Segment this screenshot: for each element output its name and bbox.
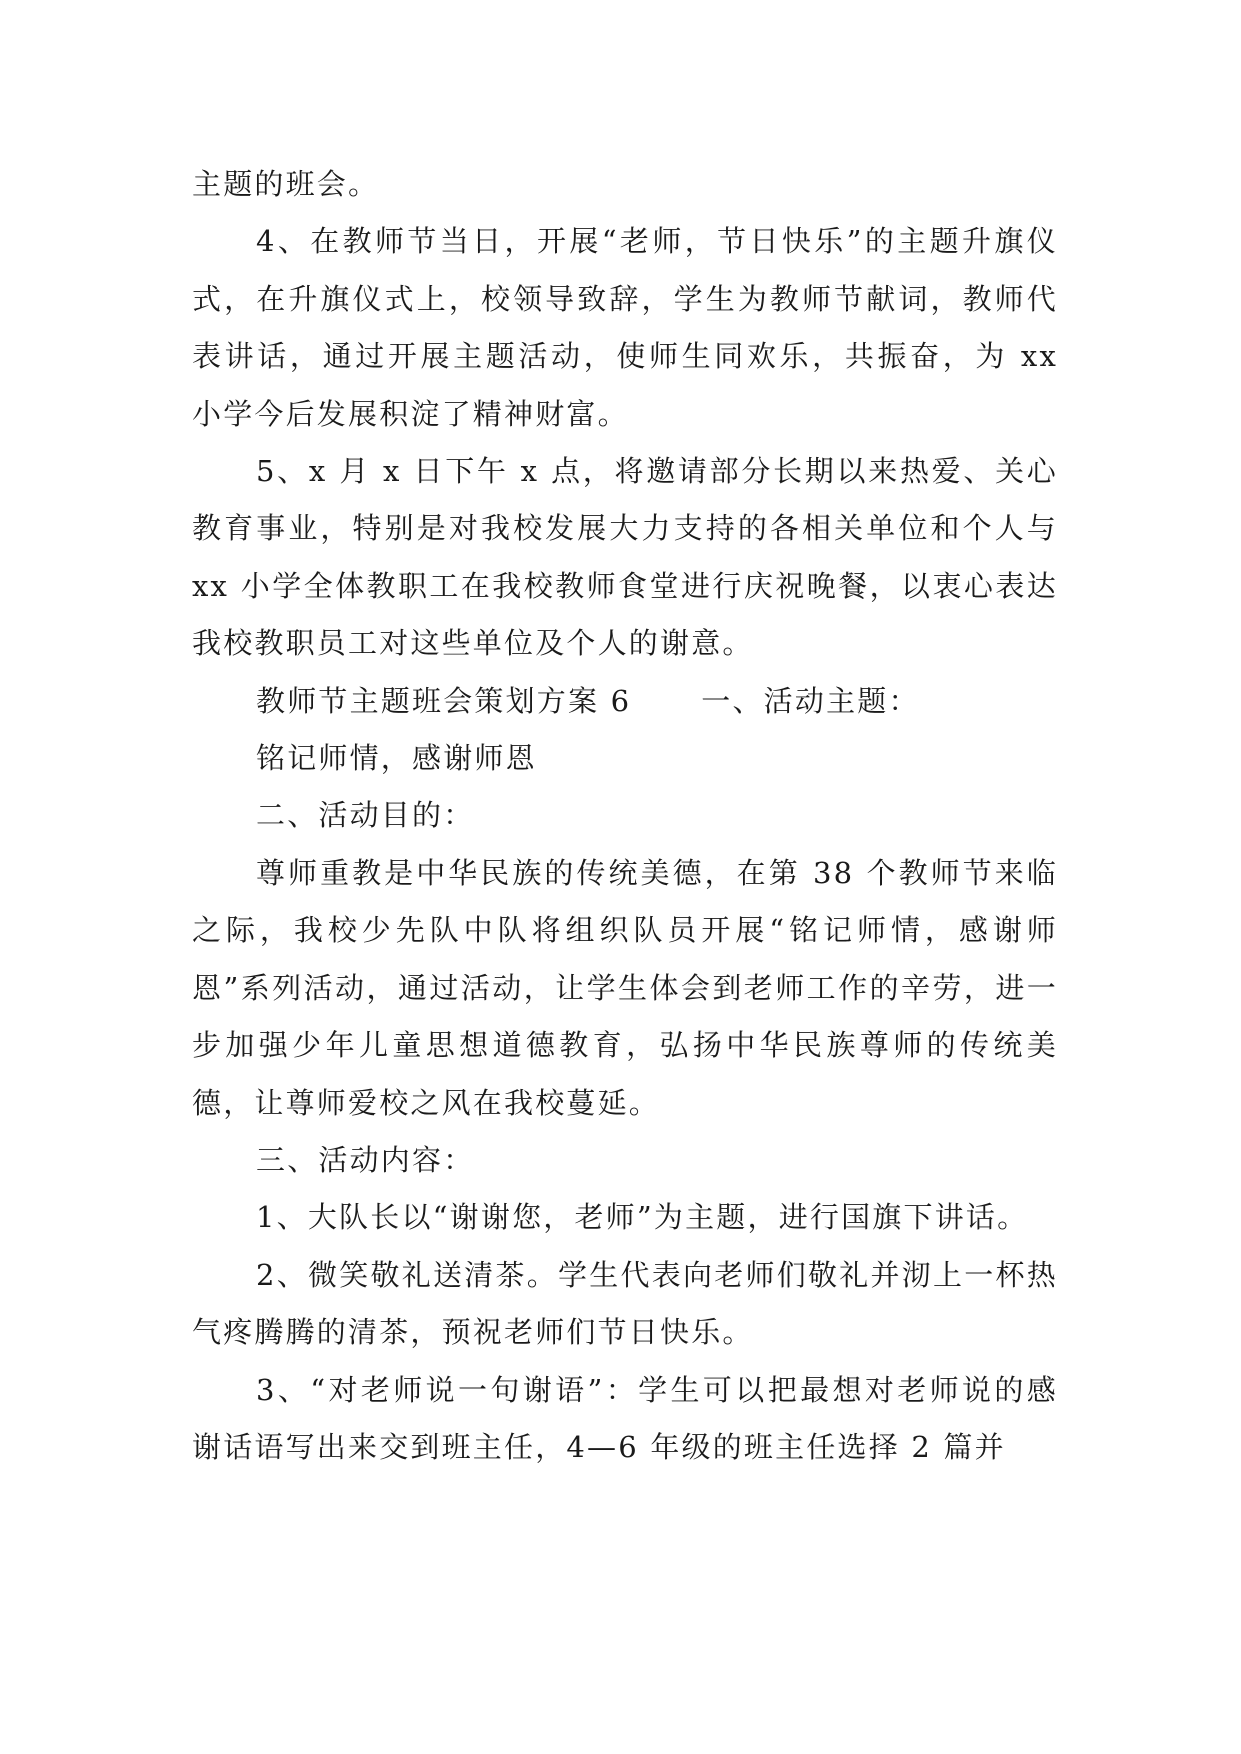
section-title-line <box>192 673 1058 730</box>
heading-activity-theme: 一、活动主题： <box>701 683 920 718</box>
plan-title: 教师节主题班会策划方案 6 <box>256 683 632 718</box>
paragraph-item-5-dinner: 5、x 月 x 日下午 x 点，将邀请部分长期以来热爱、关心教育事业，特别是对我校发展大力支持的各相关单位和个人与 xx 小学全体教职工在我校教师食堂进行庆祝晚餐，以衷心表达我校教职员工对这些单位及个人的谢意。 <box>192 454 1058 661</box>
paragraph-item-4-flag-ceremony: 4、在教师节当日，开展“老师，节日快乐”的主题升旗仪式，在升旗仪式上，校领导致辞，学生为教师节献词，教师代表讲话，通过开展主题活动，使师生同欢乐，共振奋，为 xx 小学今后发展积淀了精神财富。 <box>192 224 1058 431</box>
paragraph-content-item-1: 1、大队长以“谢谢您，老师”为主题，进行国旗下讲话。 <box>256 1200 1029 1235</box>
heading-activity-purpose: 二、活动目的： <box>256 798 475 833</box>
document-body <box>192 156 1058 1476</box>
heading-activity-content: 三、活动内容： <box>256 1142 475 1177</box>
activity-theme-text: 铭记师情，感谢师恩 <box>256 741 537 776</box>
paragraph-class-meeting-end: 主题的班会。 <box>192 167 380 201</box>
paragraph-content-item-3: 3、“对老师说一句谢语”：学生可以把最想对老师说的感谢话语写出来交到班主任，4—6 年级的班主任选择 2 篇并 <box>192 1372 1058 1464</box>
paragraph-activity-purpose: 尊师重教是中华民族的传统美德，在第 38 个教师节来临之际，我校少先队中队将组织队员开展“铭记师情，感谢师恩”系列活动，通过活动，让学生体会到老师工作的辛劳，进一步加强少年儿童思想道德教育，弘扬中华民族尊师的传统美德，让尊师爱校之风在我校蔓延。 <box>192 855 1058 1120</box>
paragraph-content-item-2: 2、微笑敬礼送清茶。学生代表向老师们敬礼并沏上一杯热气疼腾腾的清茶，预祝老师们节日快乐。 <box>192 1257 1058 1350</box>
